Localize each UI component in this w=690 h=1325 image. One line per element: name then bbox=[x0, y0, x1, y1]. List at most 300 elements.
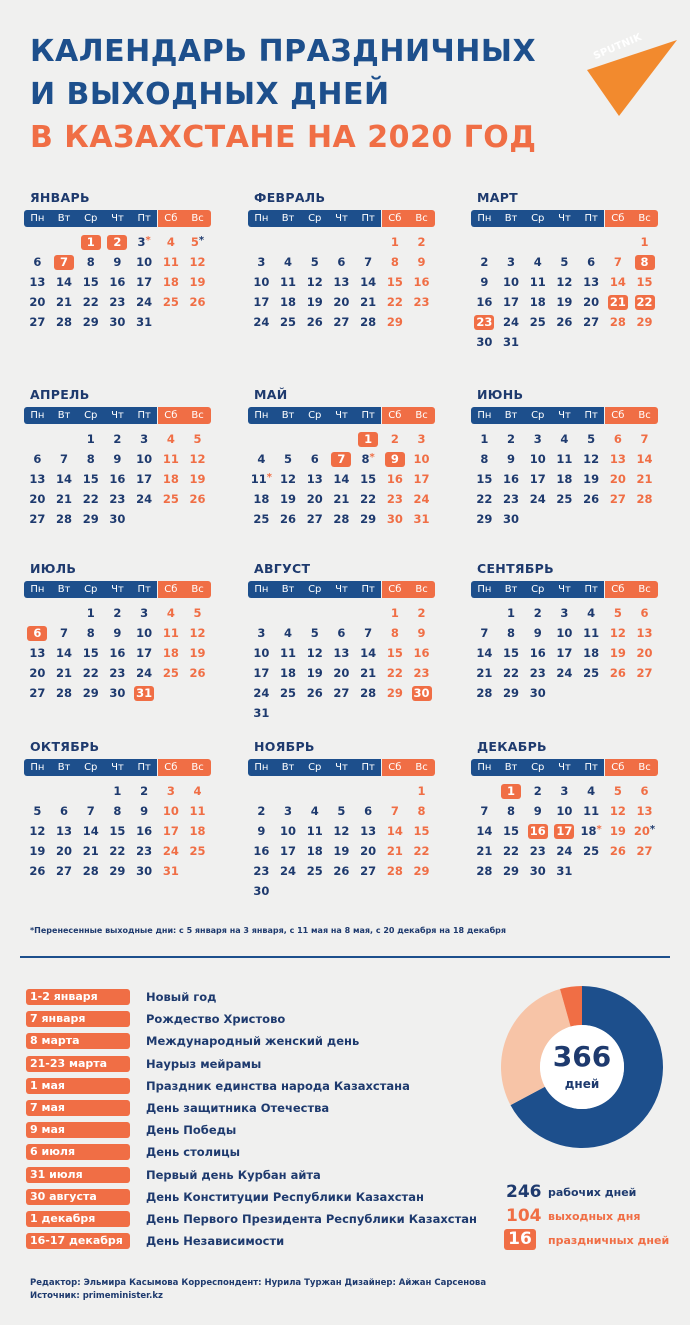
day-cell: 4 bbox=[560, 432, 569, 446]
holiday-name: Рождество Христово bbox=[146, 1012, 286, 1027]
day-cell: 3 bbox=[140, 432, 149, 446]
day-cell: 13 bbox=[29, 275, 46, 289]
day-cell: 5* bbox=[190, 235, 205, 249]
day-cell: 29 bbox=[503, 864, 520, 878]
day-cell: 15 bbox=[82, 472, 99, 486]
day-cell: 10 bbox=[413, 452, 430, 466]
day-cell: 8 bbox=[480, 452, 489, 466]
day-cell: 19 bbox=[189, 275, 206, 289]
day-cell: 22 bbox=[503, 844, 520, 858]
weekday-label: Сб bbox=[158, 210, 185, 227]
weekday-header bbox=[24, 581, 211, 598]
day-cell: 28 bbox=[333, 512, 350, 526]
day-cell: 15 bbox=[109, 824, 126, 838]
day-cell: 24 bbox=[136, 666, 153, 680]
day-cell: 19 bbox=[280, 492, 297, 506]
day-cell: 8* bbox=[361, 452, 375, 466]
day-cell: 12 bbox=[609, 626, 626, 640]
day-cell: 6 bbox=[640, 606, 649, 620]
day-cell: 12 bbox=[29, 824, 46, 838]
holiday-day: 1 bbox=[355, 431, 382, 448]
weekday-label: Ср bbox=[301, 759, 328, 776]
weekday-label: Пн bbox=[248, 210, 275, 227]
day-cell: 22 bbox=[82, 666, 99, 680]
day-cell: 24 bbox=[556, 844, 573, 858]
weekday-label: Сб bbox=[605, 210, 632, 227]
weekday-label: Ср bbox=[77, 210, 104, 227]
day-cell: 5 bbox=[284, 452, 293, 466]
weekday-label: Вт bbox=[51, 581, 78, 598]
day-cell: 21 bbox=[82, 844, 99, 858]
day-cell: 27 bbox=[636, 844, 653, 858]
weekday-label: Вс bbox=[631, 759, 658, 776]
day-cell: 23 bbox=[413, 295, 430, 309]
day-cell: 27 bbox=[609, 492, 626, 506]
day-cell: 21 bbox=[56, 492, 73, 506]
day-cell: 8 bbox=[390, 626, 399, 640]
day-cell: 11 bbox=[162, 452, 179, 466]
holiday-day: 23 bbox=[476, 315, 493, 329]
weekday-label: Ср bbox=[524, 581, 551, 598]
day-cell: 11 bbox=[280, 275, 297, 289]
day-cell: 4 bbox=[166, 606, 175, 620]
day-cell: 16 bbox=[386, 472, 403, 486]
day-cell: 28 bbox=[56, 315, 73, 329]
day-cell: 2 bbox=[480, 255, 489, 269]
day-cell: 6 bbox=[337, 255, 346, 269]
day-cell: 6 bbox=[613, 432, 622, 446]
day-cell: 23 bbox=[503, 492, 520, 506]
holiday-days-number: 16 bbox=[504, 1229, 536, 1250]
day-cell: 19 bbox=[333, 844, 350, 858]
day-cell: 15 bbox=[386, 275, 403, 289]
day-cell: 17 bbox=[136, 275, 153, 289]
weekday-label: Сб bbox=[158, 407, 185, 424]
day-cell: 12 bbox=[189, 255, 206, 269]
day-cell: 25 bbox=[162, 295, 179, 309]
day-cell: 2 bbox=[390, 432, 399, 446]
weekday-label: Вт bbox=[498, 210, 525, 227]
day-cell: 16 bbox=[109, 646, 126, 660]
holiday-day: 21 bbox=[609, 295, 626, 309]
day-cell: 23 bbox=[109, 666, 126, 680]
day-cell: 27 bbox=[636, 666, 653, 680]
month-name: ДЕКАБРЬ bbox=[477, 739, 547, 754]
weekday-label: Чт bbox=[551, 407, 578, 424]
day-cell: 2 bbox=[417, 606, 426, 620]
holiday-name: День Независимости bbox=[146, 1234, 285, 1249]
holiday-date-badge: 31 июля bbox=[26, 1167, 130, 1183]
day-cell: 28 bbox=[476, 686, 493, 700]
day-cell: 12 bbox=[306, 646, 323, 660]
day-cell: 14 bbox=[82, 824, 99, 838]
weekday-header bbox=[471, 407, 658, 424]
day-cell: 29 bbox=[413, 864, 430, 878]
month-name: АПРЕЛЬ bbox=[30, 387, 90, 402]
day-cell: 17 bbox=[280, 844, 297, 858]
weekday-label: Вс bbox=[631, 210, 658, 227]
day-cell: 5 bbox=[587, 432, 596, 446]
day-cell: 7 bbox=[60, 626, 69, 640]
day-cell: 30 bbox=[253, 884, 270, 898]
day-cell: 27 bbox=[583, 315, 600, 329]
day-cell: 26 bbox=[609, 666, 626, 680]
weekday-label: Пт bbox=[355, 759, 382, 776]
weekday-label: Вт bbox=[51, 759, 78, 776]
day-cell: 14 bbox=[360, 275, 377, 289]
weekday-header bbox=[24, 210, 211, 227]
day-cell: 7 bbox=[390, 804, 399, 818]
weekday-label: Пт bbox=[578, 581, 605, 598]
day-cell: 22 bbox=[503, 666, 520, 680]
day-cell: 28 bbox=[360, 315, 377, 329]
day-cell: 25 bbox=[280, 315, 297, 329]
title-line-2: И ВЫХОДНЫХ ДНЕЙ bbox=[30, 77, 390, 112]
day-cell: 16 bbox=[503, 472, 520, 486]
day-cell: 21 bbox=[386, 844, 403, 858]
day-cell: 5 bbox=[613, 606, 622, 620]
day-cell: 1 bbox=[86, 432, 95, 446]
day-cell: 29 bbox=[386, 315, 403, 329]
day-cell: 11* bbox=[250, 472, 272, 486]
weekday-label: Ср bbox=[77, 581, 104, 598]
month-name: МАЙ bbox=[254, 387, 288, 402]
day-cell: 8 bbox=[113, 804, 122, 818]
day-cell: 27 bbox=[360, 864, 377, 878]
day-cell: 17 bbox=[529, 472, 546, 486]
weekday-label: Вт bbox=[498, 759, 525, 776]
holiday-date-badge: 1-2 января bbox=[26, 989, 130, 1005]
day-cell: 10 bbox=[280, 824, 297, 838]
day-cell: 11 bbox=[583, 626, 600, 640]
weekday-label: Вс bbox=[631, 407, 658, 424]
day-cell: 19 bbox=[556, 295, 573, 309]
weekday-label: Чт bbox=[328, 759, 355, 776]
day-cell: 22 bbox=[82, 492, 99, 506]
weekday-label: Пн bbox=[248, 759, 275, 776]
weekday-label: Ср bbox=[301, 210, 328, 227]
day-cell: 6 bbox=[337, 626, 346, 640]
day-cell: 11 bbox=[529, 275, 546, 289]
holiday-name: День защитника Отечества bbox=[146, 1101, 330, 1115]
day-cell: 13 bbox=[360, 824, 377, 838]
holiday-date-badge: 9 мая bbox=[26, 1122, 130, 1138]
day-cell: 13 bbox=[56, 824, 73, 838]
holiday-day: 22 bbox=[636, 295, 653, 309]
day-cell: 26 bbox=[609, 844, 626, 858]
day-cell: 9 bbox=[533, 804, 542, 818]
day-cell: 4 bbox=[166, 235, 175, 249]
day-cell: 7 bbox=[364, 255, 373, 269]
day-cell: 23 bbox=[253, 864, 270, 878]
day-cell: 6 bbox=[364, 804, 373, 818]
day-cell: 9 bbox=[417, 626, 426, 640]
day-cell: 20 bbox=[306, 492, 323, 506]
day-cell: 30 bbox=[109, 686, 126, 700]
divider bbox=[20, 956, 670, 958]
day-cell: 26 bbox=[189, 492, 206, 506]
day-cell: 29 bbox=[82, 315, 99, 329]
month-name: МАРТ bbox=[477, 190, 519, 205]
day-cell: 17 bbox=[136, 472, 153, 486]
day-cell: 15 bbox=[386, 646, 403, 660]
day-cell: 1 bbox=[390, 606, 399, 620]
day-cell: 9 bbox=[417, 255, 426, 269]
day-cell: 28 bbox=[386, 864, 403, 878]
day-cell: 26 bbox=[280, 512, 297, 526]
weekday-label: Чт bbox=[104, 581, 131, 598]
weekday-label: Пт bbox=[355, 581, 382, 598]
day-cell: 11 bbox=[162, 255, 179, 269]
weekday-label: Пн bbox=[24, 581, 51, 598]
day-cell: 24 bbox=[136, 492, 153, 506]
day-cell: 17 bbox=[253, 666, 270, 680]
day-cell: 28 bbox=[609, 315, 626, 329]
day-cell: 18 bbox=[556, 472, 573, 486]
holiday-day: 8 bbox=[631, 254, 658, 271]
holiday-name: Первый день Курбан айта bbox=[146, 1167, 321, 1182]
day-cell: 3 bbox=[560, 784, 569, 798]
day-cell: 15 bbox=[476, 472, 493, 486]
day-cell: 18 bbox=[162, 275, 179, 289]
holiday-day: 2 bbox=[104, 234, 131, 251]
day-cell: 4 bbox=[587, 784, 596, 798]
weekday-header bbox=[24, 407, 211, 424]
day-cell: 23 bbox=[413, 666, 430, 680]
weekday-label: Чт bbox=[328, 581, 355, 598]
day-cell: 5 bbox=[613, 784, 622, 798]
weekday-header bbox=[471, 210, 658, 227]
day-cell: 22 bbox=[386, 666, 403, 680]
day-cell: 25 bbox=[583, 844, 600, 858]
day-cell: 14 bbox=[360, 646, 377, 660]
day-cell: 25 bbox=[583, 666, 600, 680]
day-cell: 5 bbox=[337, 804, 346, 818]
weekday-label: Вт bbox=[275, 581, 302, 598]
day-cell: 4 bbox=[533, 255, 542, 269]
weekday-label: Ср bbox=[77, 759, 104, 776]
weekday-label: Сб bbox=[382, 759, 409, 776]
day-cell: 29 bbox=[386, 686, 403, 700]
holiday-day: 1 bbox=[498, 783, 525, 800]
day-cell: 23 bbox=[386, 492, 403, 506]
day-cell: 8 bbox=[86, 255, 95, 269]
month-name: АВГУСТ bbox=[254, 561, 311, 576]
day-cell: 20 bbox=[609, 472, 626, 486]
day-cell: 3 bbox=[257, 626, 266, 640]
day-cell: 22 bbox=[476, 492, 493, 506]
weekday-label: Пн bbox=[471, 210, 498, 227]
weekday-header bbox=[24, 759, 211, 776]
weekday-label: Пт bbox=[578, 407, 605, 424]
day-cell: 5 bbox=[193, 606, 202, 620]
day-cell: 20 bbox=[333, 666, 350, 680]
day-cell: 16 bbox=[253, 844, 270, 858]
day-cell: 20 bbox=[333, 295, 350, 309]
weekday-label: Пт bbox=[578, 759, 605, 776]
day-cell: 19 bbox=[609, 646, 626, 660]
day-cell: 24 bbox=[556, 666, 573, 680]
day-cell: 21 bbox=[56, 295, 73, 309]
day-cell: 20 bbox=[29, 295, 46, 309]
day-cell: 10 bbox=[136, 255, 153, 269]
day-cell: 29 bbox=[636, 315, 653, 329]
weekday-label: Ср bbox=[301, 407, 328, 424]
holiday-name: Новый год bbox=[146, 990, 217, 1004]
day-cell: 29 bbox=[476, 512, 493, 526]
day-cell: 1 bbox=[86, 606, 95, 620]
holiday-date-badge: 1 декабря bbox=[26, 1211, 130, 1227]
day-cell: 19 bbox=[306, 666, 323, 680]
day-cell: 27 bbox=[333, 315, 350, 329]
weekday-label: Вс bbox=[408, 210, 435, 227]
working-days-label: рабочих дней bbox=[548, 1186, 637, 1199]
day-cell: 15 bbox=[82, 275, 99, 289]
day-cell: 3 bbox=[257, 255, 266, 269]
day-cell: 6 bbox=[33, 452, 42, 466]
weekday-label: Чт bbox=[328, 407, 355, 424]
day-cell: 18 bbox=[162, 472, 179, 486]
day-cell: 13 bbox=[636, 626, 653, 640]
weekday-label: Чт bbox=[551, 759, 578, 776]
holiday-day: 16 bbox=[529, 824, 546, 838]
day-cell: 13 bbox=[306, 472, 323, 486]
day-cell: 31 bbox=[136, 315, 153, 329]
weekday-label: Пн bbox=[24, 210, 51, 227]
day-cell: 31 bbox=[162, 864, 179, 878]
day-cell: 14 bbox=[636, 452, 653, 466]
day-cell: 5 bbox=[193, 432, 202, 446]
day-cell: 8 bbox=[86, 452, 95, 466]
day-cell: 17 bbox=[136, 646, 153, 660]
day-cell: 4 bbox=[284, 626, 293, 640]
day-cell: 2 bbox=[533, 784, 542, 798]
weekday-label: Пт bbox=[131, 210, 158, 227]
weekday-label: Сб bbox=[382, 210, 409, 227]
weekday-label: Ср bbox=[77, 407, 104, 424]
day-cell: 13 bbox=[333, 646, 350, 660]
day-cell: 3* bbox=[137, 235, 151, 249]
month-name: НОЯБРЬ bbox=[254, 739, 315, 754]
day-cell: 31 bbox=[253, 706, 270, 720]
day-cell: 12 bbox=[189, 452, 206, 466]
day-cell: 7 bbox=[86, 804, 95, 818]
day-cell: 30 bbox=[503, 512, 520, 526]
weekday-label: Сб bbox=[605, 581, 632, 598]
day-cell: 11 bbox=[306, 824, 323, 838]
weekday-label: Пт bbox=[131, 407, 158, 424]
weekday-label: Вс bbox=[184, 210, 211, 227]
day-cell: 10 bbox=[503, 275, 520, 289]
day-cell: 12 bbox=[280, 472, 297, 486]
day-cell: 15 bbox=[636, 275, 653, 289]
day-cell: 25 bbox=[162, 666, 179, 680]
weekday-label: Чт bbox=[104, 407, 131, 424]
day-cell: 9 bbox=[507, 452, 516, 466]
day-cell: 23 bbox=[529, 666, 546, 680]
holiday-day: 7 bbox=[51, 254, 78, 271]
day-cell: 30 bbox=[136, 864, 153, 878]
day-cell: 6 bbox=[587, 255, 596, 269]
weekday-label: Пн bbox=[24, 759, 51, 776]
day-cell: 18 bbox=[253, 492, 270, 506]
weekend-days-label: выходных дня bbox=[548, 1210, 641, 1223]
day-cell: 30 bbox=[386, 512, 403, 526]
day-cell: 25 bbox=[189, 844, 206, 858]
weekday-label: Сб bbox=[605, 407, 632, 424]
day-cell: 23 bbox=[529, 844, 546, 858]
holiday-name: День столицы bbox=[146, 1145, 241, 1160]
day-cell: 30 bbox=[476, 335, 493, 349]
day-cell: 4 bbox=[257, 452, 266, 466]
day-cell: 6 bbox=[640, 784, 649, 798]
day-cell: 6 bbox=[60, 804, 69, 818]
day-cell: 29 bbox=[360, 512, 377, 526]
day-cell: 12 bbox=[306, 275, 323, 289]
day-cell: 23 bbox=[109, 492, 126, 506]
day-cell: 10 bbox=[556, 626, 573, 640]
day-cell: 25 bbox=[162, 492, 179, 506]
day-cell: 25 bbox=[253, 512, 270, 526]
weekday-label: Пт bbox=[355, 210, 382, 227]
month-name: ИЮЛЬ bbox=[30, 561, 77, 576]
day-cell: 11 bbox=[162, 626, 179, 640]
holiday-day: 1 bbox=[77, 234, 104, 251]
day-cell: 21 bbox=[636, 472, 653, 486]
day-cell: 3 bbox=[417, 432, 426, 446]
day-cell: 17 bbox=[413, 472, 430, 486]
day-cell: 14 bbox=[609, 275, 626, 289]
day-cell: 17 bbox=[253, 295, 270, 309]
day-cell: 1 bbox=[390, 235, 399, 249]
day-cell: 3 bbox=[166, 784, 175, 798]
weekday-label: Чт bbox=[551, 581, 578, 598]
day-cell: 3 bbox=[140, 606, 149, 620]
weekday-label: Пн bbox=[471, 407, 498, 424]
day-cell: 10 bbox=[556, 804, 573, 818]
weekday-label: Вс bbox=[184, 581, 211, 598]
weekday-label: Пн bbox=[471, 581, 498, 598]
day-cell: 7 bbox=[480, 626, 489, 640]
day-cell: 16 bbox=[529, 646, 546, 660]
day-cell: 15 bbox=[413, 824, 430, 838]
weekday-label: Пн bbox=[24, 407, 51, 424]
day-cell: 4 bbox=[284, 255, 293, 269]
day-cell: 21 bbox=[333, 492, 350, 506]
weekday-header bbox=[471, 759, 658, 776]
day-cell: 19 bbox=[189, 646, 206, 660]
weekday-label: Ср bbox=[301, 581, 328, 598]
weekday-label: Вс bbox=[408, 581, 435, 598]
day-cell: 8 bbox=[507, 804, 516, 818]
weekday-label: Сб bbox=[382, 407, 409, 424]
weekday-label: Сб bbox=[382, 581, 409, 598]
day-cell: 4 bbox=[310, 804, 319, 818]
day-cell: 7 bbox=[640, 432, 649, 446]
day-cell: 7 bbox=[613, 255, 622, 269]
day-cell: 4 bbox=[587, 606, 596, 620]
day-cell: 16 bbox=[476, 295, 493, 309]
day-cell: 9 bbox=[480, 275, 489, 289]
day-cell: 10 bbox=[529, 452, 546, 466]
month-name: ОКТЯБРЬ bbox=[30, 739, 100, 754]
month-name: СЕНТЯБРЬ bbox=[477, 561, 554, 576]
weekday-header bbox=[248, 210, 435, 227]
day-cell: 1 bbox=[507, 606, 516, 620]
day-cell: 19 bbox=[29, 844, 46, 858]
logo-text: SPUTNIK bbox=[592, 31, 644, 63]
day-cell: 25 bbox=[529, 315, 546, 329]
